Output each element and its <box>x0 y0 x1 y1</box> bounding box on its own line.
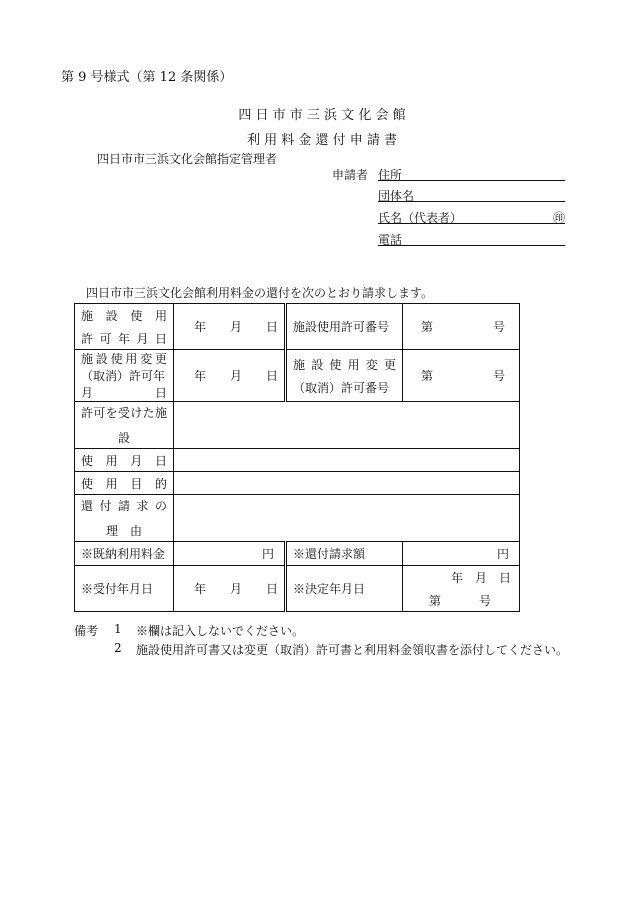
purpose-input[interactable] <box>174 472 520 495</box>
day-label: 日 <box>265 320 278 334</box>
year-label: 年 <box>194 369 207 383</box>
representative-name-line[interactable] <box>378 223 565 224</box>
decision-date-label-cell <box>286 566 403 612</box>
addressee: 四日市市三浜文化会館指定管理者 <box>97 152 278 166</box>
permit-number-label-cell <box>286 304 403 350</box>
reason-label-l2: 理 由 <box>105 524 142 538</box>
refund-amount-input[interactable] <box>403 542 520 566</box>
paid-fee-input[interactable] <box>174 542 286 566</box>
change-number-label-l1: 施 設 使 用 変 更 <box>293 357 396 372</box>
day-label: 日 <box>498 570 511 585</box>
number-prefix: 第 <box>421 320 434 334</box>
number-suffix: 号 <box>478 593 491 608</box>
day-label: 日 <box>265 369 278 383</box>
table-row <box>75 495 520 542</box>
number-prefix: 第 <box>429 593 442 608</box>
table-row <box>75 472 520 495</box>
refund-amount-label-cell <box>286 542 403 566</box>
address-label: 住所 <box>378 168 403 182</box>
reason-label-cell <box>75 495 174 542</box>
month-label: 月 <box>474 570 487 585</box>
refund-form-table <box>74 303 520 612</box>
purpose-label-cell <box>75 472 174 495</box>
paid-fee-label-cell <box>75 542 174 566</box>
month-label: 月 <box>229 582 242 596</box>
facility-input[interactable] <box>174 402 520 449</box>
change-date-label-cell <box>75 350 174 402</box>
year-label: 年 <box>451 570 464 585</box>
received-date-label-cell <box>75 566 174 612</box>
decision-date-input[interactable] <box>403 566 520 612</box>
month-label: 月 <box>229 369 242 383</box>
month-label: 月 <box>229 320 242 334</box>
permit-number-label: 施設使用許可番号 <box>293 320 390 334</box>
intro-text: 四日市市三浜文化会館利用料金の還付を次のとおり請求します。 <box>86 286 434 300</box>
decision-date-label: ※決定年月日 <box>293 582 366 596</box>
notes-heading: 備考 <box>74 624 99 638</box>
seal-mark: ㊞ <box>553 211 566 225</box>
number-suffix: 号 <box>492 320 505 334</box>
change-date-label-l3: 月 日 <box>81 386 167 400</box>
year-label: 年 <box>194 320 207 334</box>
note-text-2: 施設使用許可書又は変更（取消）許可書と利用料金領収書を添付してください。 <box>136 643 569 657</box>
yen-label: 円 <box>496 547 509 561</box>
facility-label-cell <box>75 402 174 449</box>
change-number-input[interactable] <box>403 350 520 402</box>
refund-amount-label: ※還付請求額 <box>293 547 366 561</box>
change-date-input[interactable] <box>174 350 286 402</box>
use-date-label-cell <box>75 449 174 472</box>
permit-date-label-cell <box>75 304 174 350</box>
note-number-1: 1 <box>114 622 122 636</box>
yen-label: 円 <box>261 547 274 561</box>
received-date-input[interactable] <box>174 566 286 612</box>
reason-input[interactable] <box>174 495 520 542</box>
form-number: 第 9 号様式（第 12 条関係） <box>61 70 233 85</box>
purpose-label: 使 用 目 的 <box>81 476 167 491</box>
table-row <box>75 566 520 612</box>
table-row <box>75 402 520 449</box>
document-title-line1: 四 日 市 市 三 浜 文 化 会 館 <box>238 108 406 123</box>
permit-date-label-l2: 許 可 年 月 日 <box>81 331 167 346</box>
reason-label-l1: 還 付 請 求 の <box>81 499 167 513</box>
day-label: 日 <box>265 582 278 596</box>
change-date-label-l1: 施設使用変更 <box>81 352 167 366</box>
permit-date-input[interactable] <box>174 304 286 350</box>
table-row <box>75 542 520 566</box>
use-date-input[interactable] <box>174 449 520 472</box>
change-number-label-cell <box>286 350 403 402</box>
group-name-label: 団体名 <box>378 189 415 203</box>
permit-number-input[interactable] <box>403 304 520 350</box>
table-row <box>75 449 520 472</box>
number-suffix: 号 <box>492 369 505 383</box>
change-date-label-l2: （取消）許可年 <box>81 369 166 383</box>
paid-fee-label: ※既納利用料金 <box>81 547 166 561</box>
table-row <box>75 304 520 350</box>
phone-label: 電話 <box>378 233 403 247</box>
permit-date-label-l1: 施 設 使 用 <box>81 308 167 323</box>
change-number-label-l2: （取消）許可番号 <box>293 380 390 395</box>
group-name-line[interactable] <box>378 201 565 202</box>
representative-name-label: 氏名（代表者） <box>378 211 463 225</box>
year-label: 年 <box>194 582 207 596</box>
note-number-2: 2 <box>114 641 122 655</box>
applicant-label: 申請者 <box>332 168 369 182</box>
note-text-1: ※欄は記入しないでください。 <box>136 624 305 638</box>
number-prefix: 第 <box>421 369 434 383</box>
phone-line[interactable] <box>378 245 565 246</box>
address-line[interactable] <box>378 180 565 181</box>
facility-label-l2: 設 <box>117 431 130 445</box>
use-date-label: 使 用 月 日 <box>81 453 167 468</box>
facility-label-l1: 許可を受けた施 <box>81 406 167 420</box>
document-title-line2: 利 用 料 金 還 付 申 請 書 <box>246 133 398 148</box>
table-row <box>75 350 520 402</box>
received-date-label: ※受付年月日 <box>81 582 154 596</box>
